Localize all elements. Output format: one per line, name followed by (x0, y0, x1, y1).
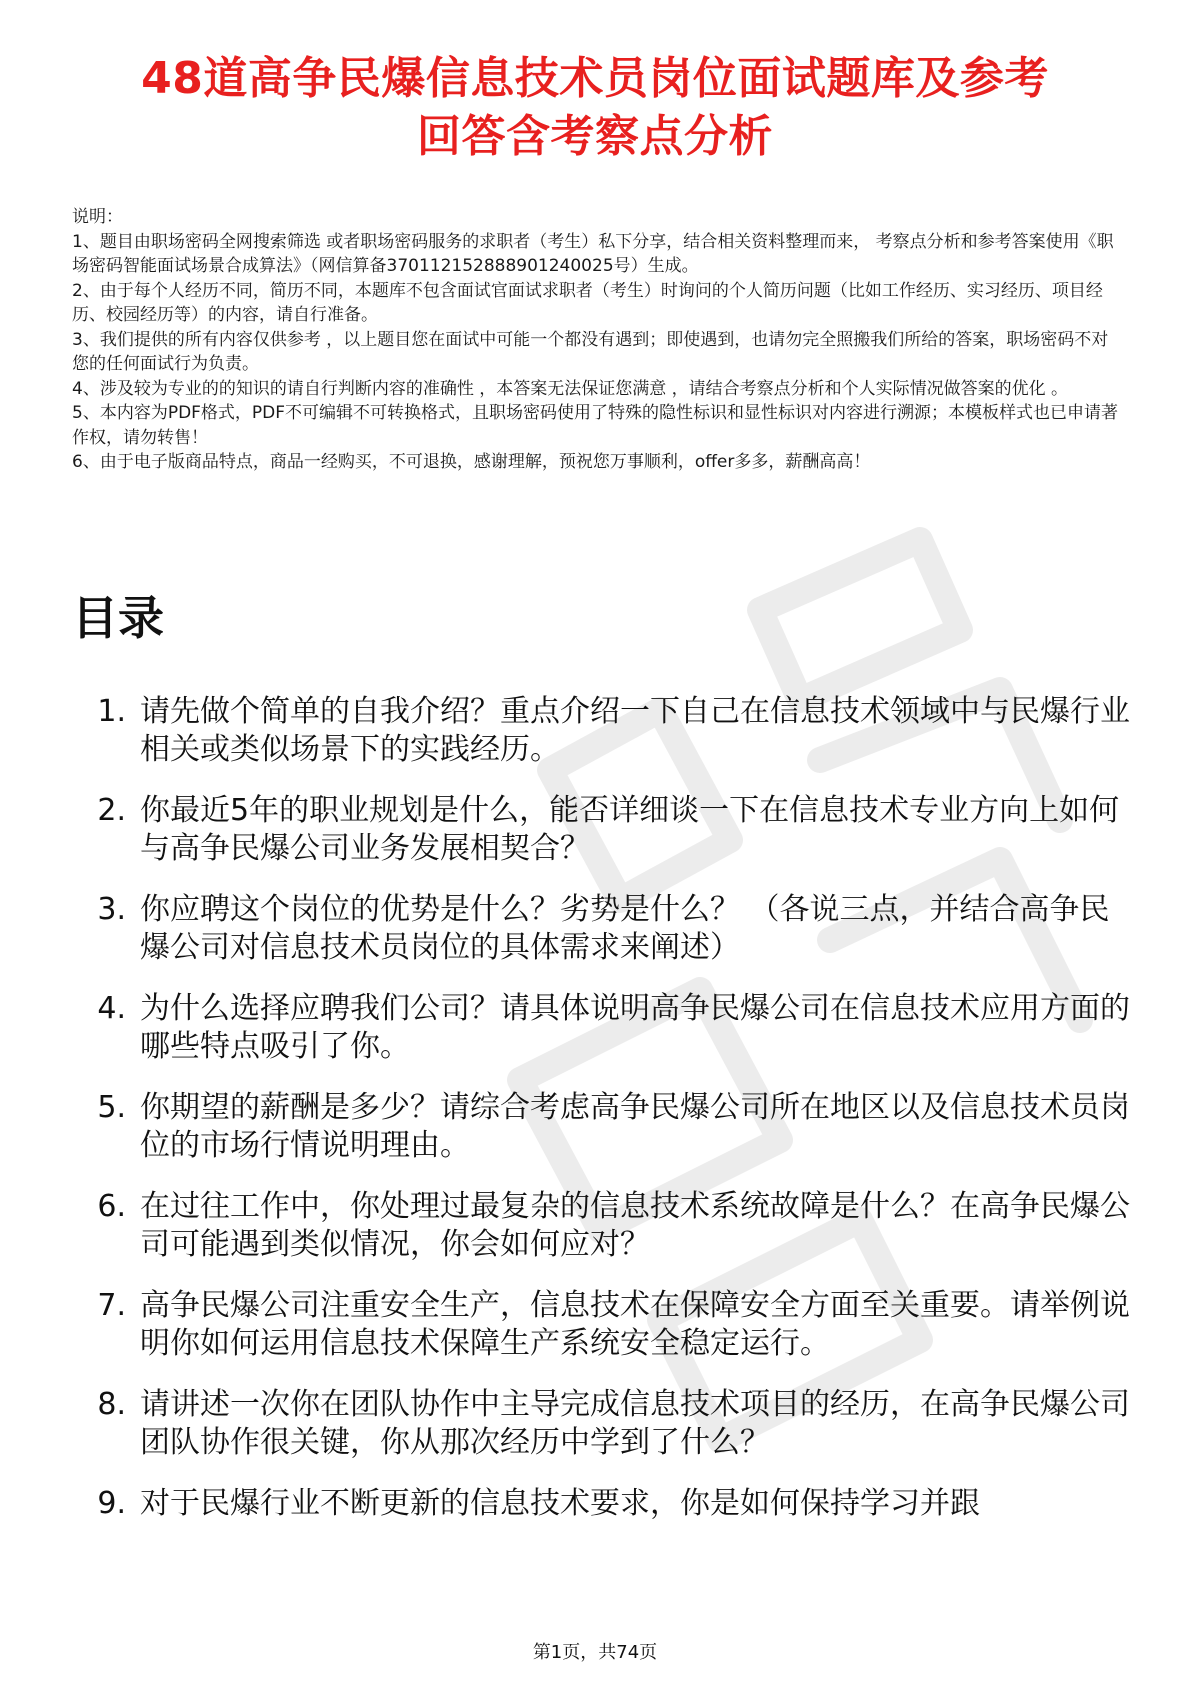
note-item: 2、由于每个人经历不同，简历不同，本题库不包含面试官面试求职者（考生）时询问的个人简历问题（比如工作经历、实习经历、项目经历、校园经历等）的内容，请自行准备。 (72, 280, 1103, 325)
document-title (60, 50, 1130, 166)
toc-item-text: 在过往工作中，你处理过最复杂的信息技术系统故障是什么？在高争民爆公司可能遇到类似情况，你会如何应对？ (140, 1189, 1130, 1262)
toc-item-text: 为什么选择应聘我们公司？请具体说明高争民爆公司在信息技术应用方面的哪些特点吸引了你。 (140, 991, 1130, 1064)
toc-item-text: 你期望的薪酬是多少？请综合考虑高争民爆公司所在地区以及信息技术员岗位的市场行情说明理由。 (140, 1090, 1130, 1163)
document-title-line-2: 回答含考察点分析 (417, 111, 773, 162)
document-title-line-1: 48道高争民爆信息技术员岗位面试题库及参考 (141, 53, 1049, 104)
toc-item[interactable] (72, 1386, 1132, 1462)
note-item: 5、本内容为PDF格式，PDF不可编辑不可转换格式，且职场密码使用了特殊的隐性标识和显性标识对内容进行溯源；本模板样式也已申请著作权，请勿转售！ (72, 403, 1119, 448)
toc-item-number: 7. (97, 1288, 126, 1323)
note-item: 6、由于电子版商品特点，商品一经购买，不可退换，感谢理解，预祝您万事顺利，offer多多，薪酬高高！ (72, 452, 871, 472)
toc-item-text: 对于民爆行业不断更新的信息技术要求，你是如何保持学习并跟 (140, 1486, 980, 1521)
toc-item-text: 请先做个简单的自我介绍？重点介绍一下自己在信息技术领域中与民爆行业相关或类似场景下的实践经历。 (140, 694, 1130, 767)
toc-item[interactable] (72, 1089, 1132, 1165)
notes-section (72, 205, 1124, 475)
toc-item-number: 6. (97, 1189, 126, 1224)
notes-heading: 说明： (72, 207, 123, 227)
toc-item[interactable] (72, 891, 1132, 967)
toc-item-number: 3. (97, 892, 126, 927)
toc-item[interactable] (72, 1287, 1132, 1363)
toc-item-text: 你最近5年的职业规划是什么，能否详细谈一下在信息技术专业方向上如何与高争民爆公司业务发展相契合？ (140, 793, 1120, 866)
toc-item[interactable] (72, 990, 1132, 1066)
toc-item-number: 9. (97, 1486, 126, 1521)
toc-list (72, 693, 1132, 1546)
toc-item-text: 你应聘这个岗位的优势是什么？劣势是什么？ （各说三点，并结合高争民爆公司对信息技术员岗位的具体需求来阐述） (140, 892, 1110, 965)
toc-heading: 目录 (72, 591, 164, 645)
toc-item-number: 1. (97, 694, 126, 729)
toc-item[interactable] (72, 693, 1132, 769)
note-item: 4、涉及较为专业的的知识的请自行判断内容的准确性 ，本答案无法保证您满意 ，请结合考察点分析和个人实际情况做答案的优化 。 (72, 378, 1069, 399)
page-footer: 第1页，共74页 (532, 1642, 658, 1663)
toc-item[interactable] (72, 1188, 1132, 1264)
toc-item-number: 2. (97, 793, 126, 828)
toc-item[interactable] (72, 1485, 1132, 1523)
toc-item-number: 8. (97, 1387, 126, 1422)
toc-item-number: 4. (97, 991, 126, 1026)
toc-item-number: 5. (97, 1090, 126, 1125)
toc-item-text: 高争民爆公司注重安全生产，信息技术在保障安全方面至关重要。请举例说明你如何运用信息技术保障生产系统安全稳定运行。 (140, 1288, 1130, 1361)
note-item: 3、我们提供的所有内容仅供参考 ，以上题目您在面试中可能一个都没有遇到；即使遇到，也请勿完全照搬我们所给的答案，职场密码不对您的任何面试行为负责。 (72, 329, 1109, 374)
toc-item[interactable] (72, 792, 1132, 868)
note-item: 1、题目由职场密码全网搜索筛选 或者职场密码服务的求职者（考生）私下分享，结合相关资料整理而来， 考察点分析和参考答案使用《职场密码智能面试场景合成算法》（网信算备370112152888901240025号）生成。 (72, 231, 1114, 276)
toc-item-text: 请讲述一次你在团队协作中主导完成信息技术项目的经历，在高争民爆公司团队协作很关键，你从那次经历中学到了什么？ (140, 1387, 1130, 1460)
